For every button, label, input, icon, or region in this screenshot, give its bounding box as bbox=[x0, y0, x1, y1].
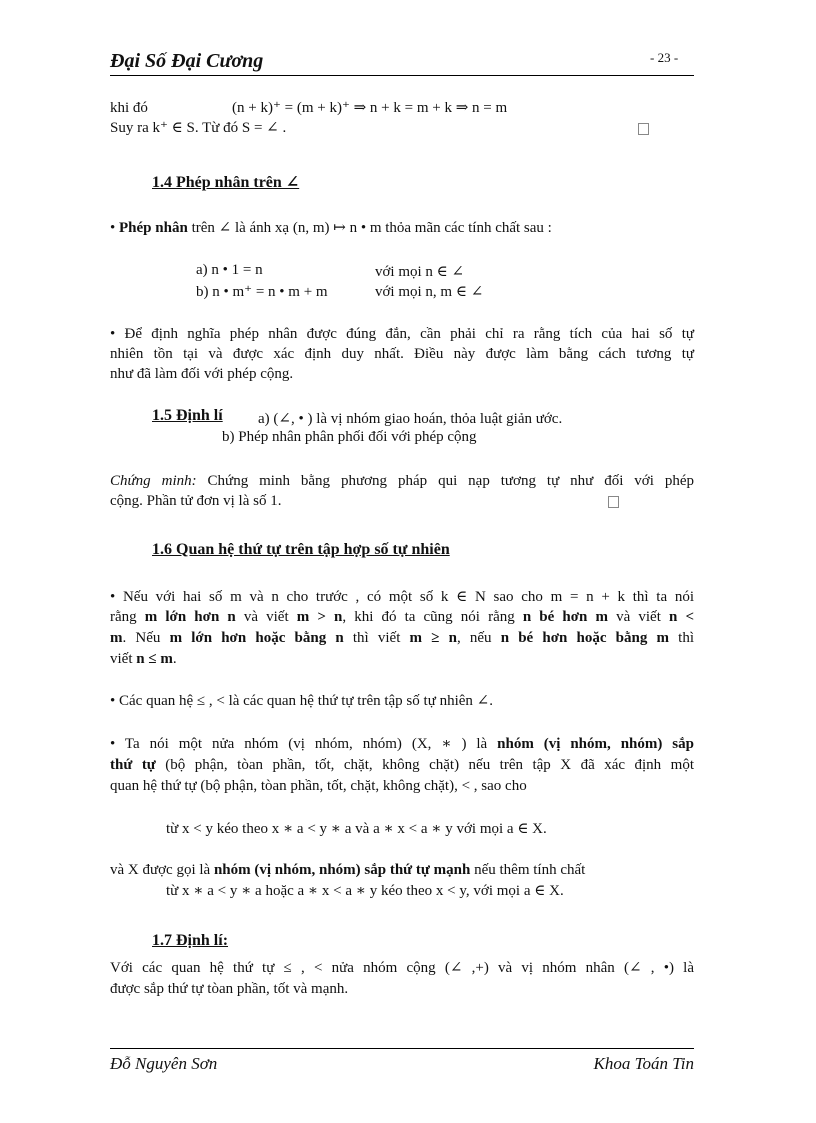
s14-def-rest: trên ∠ là ánh xạ (n, m) ↦ n • m thỏa mãn các tính chất sau : bbox=[187, 220, 552, 236]
s15-item-a: a) (∠, • ) là vị nhóm giao hoán, thỏa luật giản ước. bbox=[258, 411, 563, 427]
text: và viết bbox=[235, 609, 297, 625]
bullet-icon: • bbox=[110, 220, 120, 236]
s14-para-line-1: • Để định nghĩa phép nhân được đúng đắn, cần phải chỉ ra rằng tích của hai số tự bbox=[110, 326, 694, 342]
bold-term: m ≥ n bbox=[409, 630, 457, 646]
s17-line-1: Với các quan hệ thứ tự ≤ , < nửa nhóm cộng (∠ ,+) và vị nhóm nhân (∠ , •) là bbox=[110, 960, 694, 976]
bold-term: nhóm (vị nhóm, nhóm) sắp bbox=[497, 736, 694, 752]
s16-p3-line-3: quan hệ thứ tự (bộ phận, tòan phần, tốt, chặt, không chặt), < , sao cho bbox=[110, 778, 527, 794]
s16-p4 bbox=[110, 860, 694, 880]
s16-implication-2: từ x ∗ a < y ∗ a hoặc a ∗ x < a ∗ y kéo theo x < y, với mọi a ∈ X. bbox=[166, 883, 564, 899]
s14-prop-b-cond: với mọi n, m ∈ ∠ bbox=[375, 284, 484, 300]
proof-text-1: Chứng minh bằng phương pháp qui nạp tương tự như đối với phép bbox=[196, 473, 694, 489]
section-1-4-title: 1.4 Phép nhân trên ∠ bbox=[152, 174, 300, 191]
s16-p1-line-1: • Nếu với hai số m và n cho trước , có một số k ∈ N sao cho m = n + k thì ta nói bbox=[110, 589, 694, 605]
text: , khi đó ta cũng nói rằng bbox=[342, 609, 523, 625]
text: rằng bbox=[110, 609, 145, 625]
qed-box-icon bbox=[608, 496, 619, 508]
text: . bbox=[172, 651, 177, 667]
s16-p1-line-2 bbox=[110, 607, 694, 627]
s15-proof-line-1 bbox=[110, 471, 694, 491]
s15-item-b: b) Phép nhân phân phối đối với phép cộng bbox=[222, 429, 477, 445]
bold-term: thứ tự bbox=[110, 757, 156, 773]
bold-term: m lớn hơn n bbox=[144, 609, 236, 625]
section-1-5-title: 1.5 Định lí bbox=[152, 407, 223, 424]
s14-para-line-2: nhiên tồn tại và được xác định duy nhất. Điều này được làm bằng cách tương tự bbox=[110, 346, 694, 362]
text: (bộ phận, tòan phần, tốt, chặt, không chặt) nếu trên tập X đã xác định một bbox=[155, 757, 694, 773]
text: . Nếu bbox=[122, 630, 170, 646]
text: thì viết bbox=[343, 630, 410, 646]
text: viết bbox=[110, 651, 137, 667]
footer-department: Khoa Toán Tin bbox=[593, 1054, 694, 1073]
s17-line-2: được sắp thứ tự tòan phần, tốt và mạnh. bbox=[110, 981, 349, 997]
s14-definition bbox=[110, 218, 694, 238]
bold-term: n bé hơn m bbox=[522, 609, 609, 625]
s14-para-line-3: như đã làm đối với phép cộng. bbox=[110, 366, 294, 382]
s16-p3-line-2 bbox=[110, 755, 694, 775]
bold-term: m bbox=[110, 630, 123, 646]
text: và viết bbox=[608, 609, 669, 625]
bold-term: n bé hơn hoặc bằng m bbox=[500, 630, 670, 646]
s16-p1-line-3 bbox=[110, 628, 694, 648]
s14-def-bold: Phép nhân bbox=[119, 220, 188, 236]
proof-text-2: cộng. Phần tử đơn vị là số 1. bbox=[110, 493, 282, 509]
s15-proof-line-2 bbox=[110, 491, 694, 511]
bold-term: n < bbox=[669, 609, 694, 625]
s16-p1-line-4 bbox=[110, 649, 694, 669]
bold-term: nhóm (vị nhóm, nhóm) sắp thứ tự mạnh bbox=[213, 862, 471, 878]
text: • Ta nói một nửa nhóm (vị nhóm, nhóm) (X, ∗ ) là bbox=[110, 736, 498, 752]
qed-box-icon bbox=[638, 123, 649, 135]
s14-prop-a-cond: với mọi n ∈ ∠ bbox=[375, 264, 465, 280]
intro-line-1 bbox=[110, 98, 694, 118]
s14-prop-a: a) n • 1 = n bbox=[196, 262, 263, 278]
intro-conclusion: Suy ra k⁺ ∈ S. Từ đó S = ∠ . bbox=[110, 120, 287, 136]
section-1-6-title: 1.6 Quan hệ thứ tự trên tập hợp số tự nhiên bbox=[152, 541, 450, 558]
s16-implication-1: từ x < y kéo theo x ∗ a < y ∗ a và a ∗ x < a ∗ y với mọi a ∈ X. bbox=[166, 821, 547, 837]
s16-p2: • Các quan hệ ≤ , < là các quan hệ thứ tự trên tập số tự nhiên ∠. bbox=[110, 693, 493, 709]
intro-equation: (n + k)⁺ = (m + k)⁺ ⇒ n + k = m + k ⇒ n = m bbox=[232, 100, 508, 116]
footer-rule bbox=[110, 1048, 694, 1049]
section-1-7-title: 1.7 Định lí: bbox=[152, 932, 229, 949]
header-title: Đại Số Đại Cương bbox=[110, 50, 264, 72]
bold-term: m lớn hơn hoặc bằng n bbox=[169, 630, 344, 646]
s16-p3-line-1 bbox=[110, 734, 694, 754]
header-rule bbox=[110, 75, 694, 76]
text: và X được gọi là bbox=[110, 862, 214, 878]
text: nếu thêm tính chất bbox=[470, 862, 586, 878]
intro-khi-do: khi đó bbox=[110, 100, 148, 116]
s14-prop-b: b) n • m⁺ = n • m + m bbox=[196, 284, 328, 300]
bold-term: m > n bbox=[296, 609, 343, 625]
intro-line-2 bbox=[110, 118, 694, 138]
proof-label: Chứng minh: bbox=[110, 473, 197, 489]
bold-term: n ≤ m bbox=[136, 651, 173, 667]
text: thì bbox=[669, 630, 695, 646]
footer-author: Đỗ Nguyên Sơn bbox=[110, 1054, 218, 1073]
text: , nếu bbox=[456, 630, 501, 646]
page-number: - 23 - bbox=[650, 50, 679, 65]
